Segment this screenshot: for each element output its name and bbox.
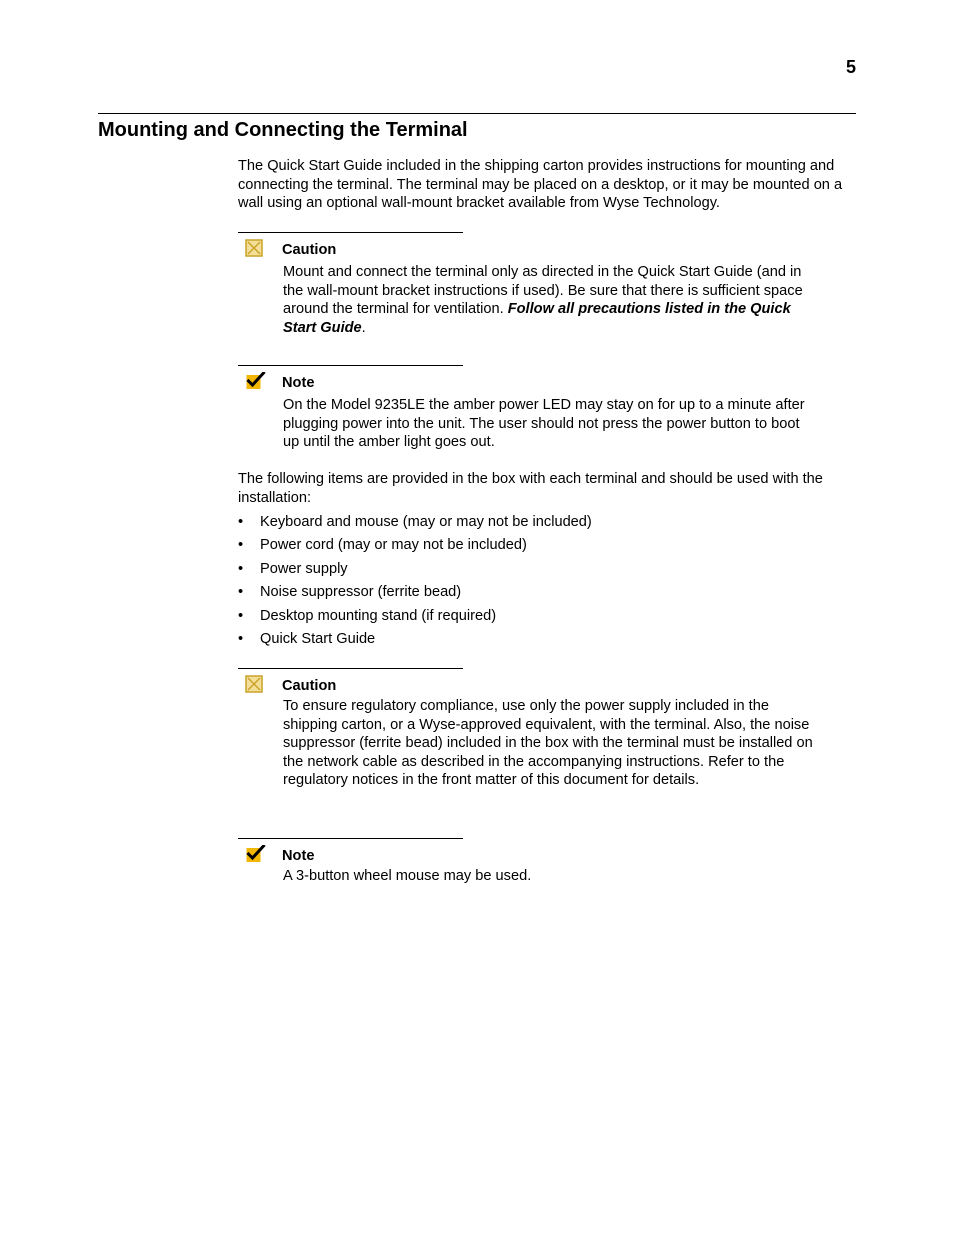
note-header [238, 366, 818, 392]
note-block [238, 365, 818, 452]
caution-icon [245, 239, 263, 257]
list-item: • Noise suppressor (ferrite bead) [238, 581, 592, 604]
list-item: • Power supply [238, 558, 592, 581]
section-title: Mounting and Connecting the Terminal [98, 119, 468, 141]
note-block [238, 838, 818, 886]
caution-label: Caution [282, 242, 337, 258]
caution-block [238, 232, 818, 337]
items-intro-paragraph: The following items are provided in the box with each terminal and should be used with the installation: [238, 471, 823, 506]
caution-text-main: Mount and connect the terminal only as directed in the Quick Start Guide (and in the wall-mount bracket instructions if used). Be sure that there is sufficient space around the terminal for ventilation. [283, 264, 803, 318]
header-rule [98, 113, 856, 114]
caution-header [238, 669, 818, 695]
note-text: On the Model 9235LE the amber power LED may stay on for up to a minute after plugging power into the unit. The user should not press the power button to boot up until the amber light goes out. [283, 397, 805, 451]
note-header [238, 839, 818, 865]
note-label: Note [282, 375, 315, 391]
note-check-icon [245, 372, 266, 390]
intro-paragraph: The Quick Start Guide included in the shipping carton provides instructions for mounting and connecting the terminal. The terminal may be placed on a desktop, or it may be mounted on a wall using an optional wall-mount bracket available from Wyse Technology. [238, 158, 843, 212]
caution-text: To ensure regulatory compliance, use only the power supply included in the shipping carton, or a Wyse-approved equivalent, with the terminal. Also, the noise suppressor (ferrite bead) included in the box with the terminal must be installed on the network cable as described in the accompanying instructions. Refer to the regulatory notices in the front matter of this document for details. [283, 698, 813, 789]
list-item: • Keyboard and mouse (may or may not be included) [238, 511, 592, 534]
caution-text-end: . [361, 319, 366, 336]
note-label: Note [282, 848, 315, 864]
caution-block [238, 668, 818, 790]
caution-label: Caution [282, 678, 337, 694]
items-list [238, 511, 592, 651]
list-item: • Desktop mounting stand (if required) [238, 605, 592, 628]
caution-header [238, 233, 818, 259]
caution-text-emphasis: Follow all precautions listed in the Quick Start Guide [283, 301, 791, 336]
caution-text [283, 263, 813, 337]
page-number: 5 [845, 57, 856, 77]
list-item: • Quick Start Guide [238, 628, 592, 651]
note-text: A 3-button wheel mouse may be used. [283, 868, 532, 884]
list-item: • Power cord (may or may not be included) [238, 534, 592, 557]
caution-icon [245, 675, 263, 693]
note-check-icon [245, 845, 266, 863]
